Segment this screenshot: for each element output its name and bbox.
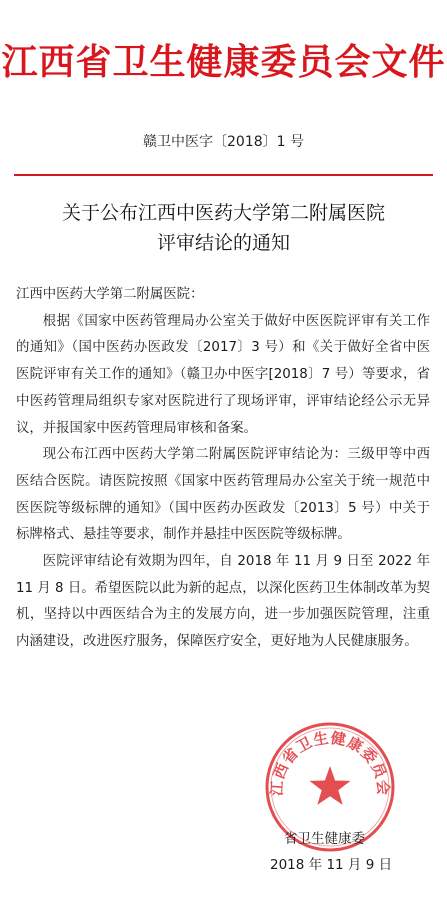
salutation: 江西中医药大学第二附属医院： <box>16 287 204 302</box>
paragraph-2: 现公布江西中医药大学第二附属医院评审结论为：三级甲等中西医结合医院。请医院按照《国家中医药管理局办公室关于统一规范中医医院等级标牌的通知》（国中医药办医政发〔2013〕5 号）中关于标牌格式、悬挂等要求，制作并悬挂中医医院等级标牌。 <box>16 447 430 543</box>
document-title-line-2: 评审结论的通知 <box>156 232 290 254</box>
document-title-line-1: 关于公布江西中医药大学第二附属医院 <box>61 202 385 224</box>
document-number: 赣卫中医字〔2018〕1 号 <box>143 134 304 150</box>
red-divider <box>14 174 433 176</box>
document-title <box>0 198 447 258</box>
signature-block <box>270 826 430 878</box>
issuer-title: 江西省卫生健康委员会文件 <box>1 41 446 83</box>
document-body <box>16 282 430 656</box>
paragraph-1: 根据《国家中医药管理局办公室关于做好中医医院评审有关工作的通知》（国中医药办医政发〔2017〕3 号）和《关于做好全省中医医院评审有关工作的通知》（赣卫办中医字[2018〕7 号）等要求，省中医药管理局组织专家对医院进行了现场评审，评审结论经公示无异议，并报国家中医药管理局审核和备案。 <box>16 313 430 436</box>
paragraph-3: 医院评审结论有效期为四年，自 2018 年 11 月 9 日至 2022 年 11 月 8 日。希望医院以此为新的起点，以深化医药卫生体制改革为契机，坚持以中西医结合为主的发展方向，进一步加强医院管理，注重内涵建设，改进医疗服务，保障医疗安全，更好地为人民健康服务。 <box>16 554 430 650</box>
signature-date: 2018 年 11 月 9 日 <box>270 857 393 873</box>
seal-text: 江西省卫生健康委员会 <box>267 728 393 797</box>
signature-org: 省卫生健康委 <box>284 831 365 847</box>
seal-star-icon <box>310 766 351 805</box>
